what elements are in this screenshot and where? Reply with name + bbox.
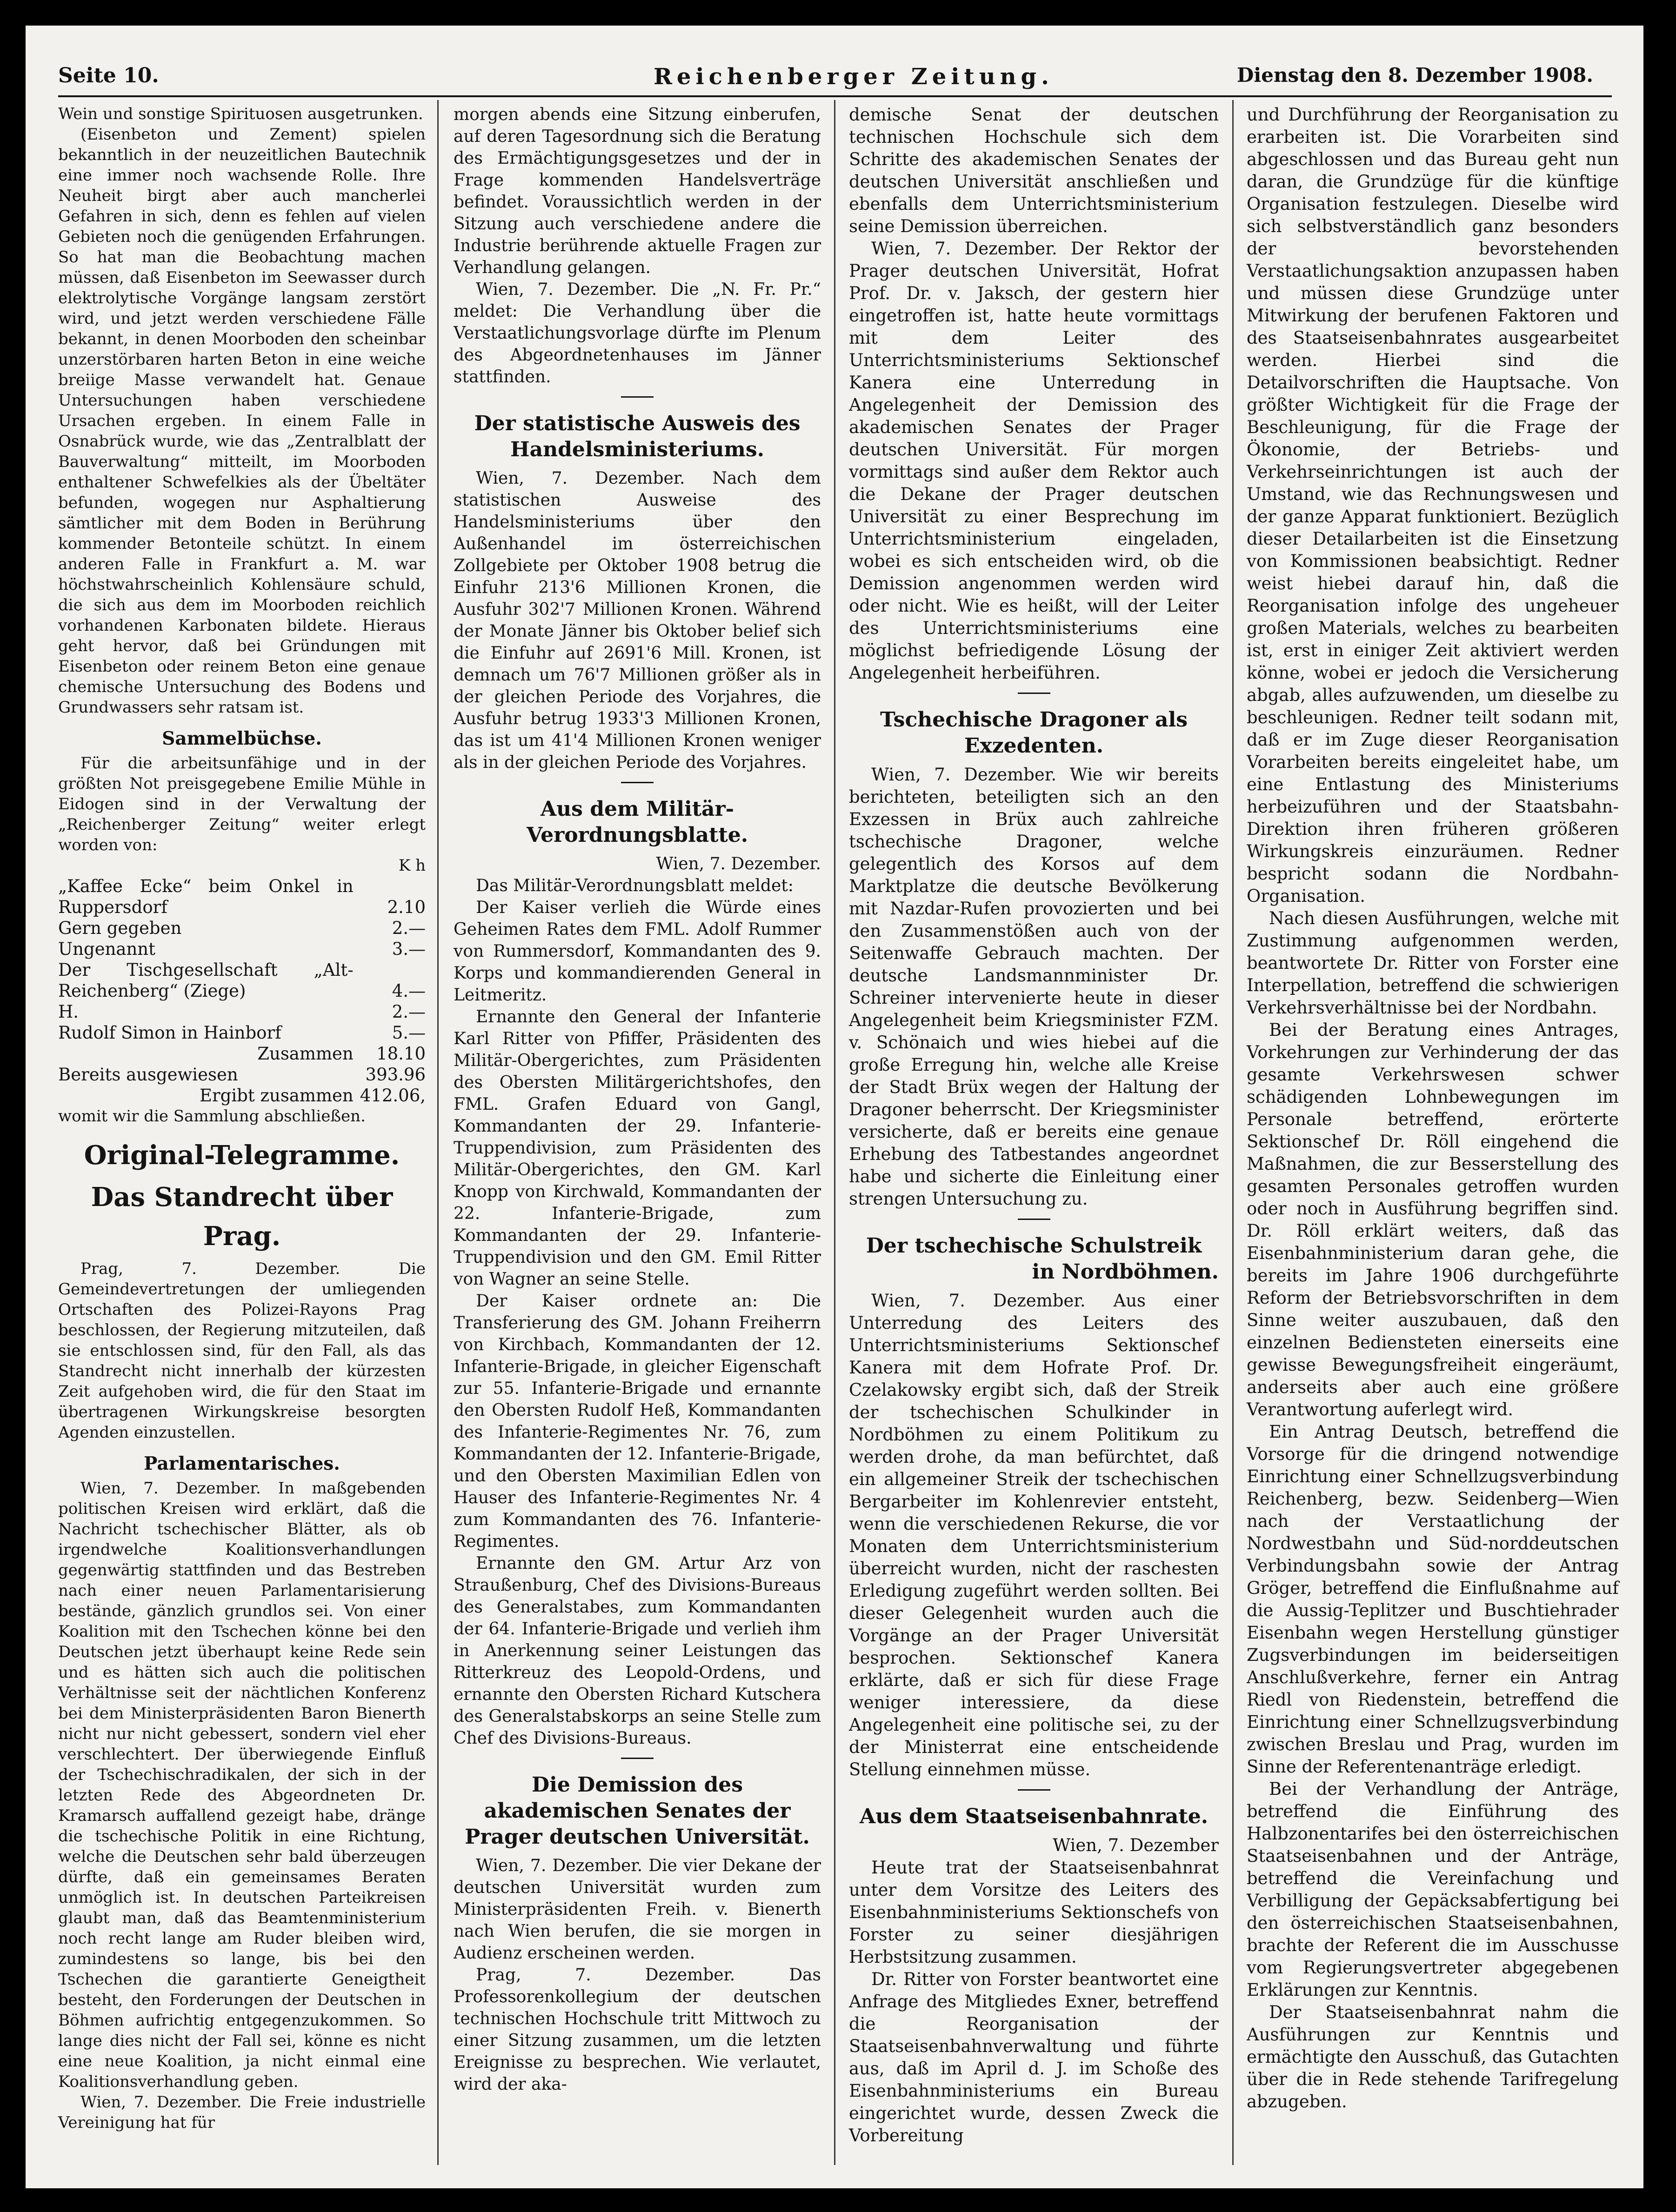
article-text: Wien, 7. Dezember. In maßgebenden politischen Kreisen wird erklärt, daß die Nachricht tschechischer Blätter, als ob irgendwelche Koalitionsverhandlungen gegenwärtig stattfinden und das Bestreben nach einer neuen Parlamentarisierung bestände, gänzlich grundlos sei. Von einer Koalition mit den Tschechen könne bei den Deutschen jetzt überhaupt keine Rede sein und es hätten sich auch die politischen Verhältnisse seit der nächtlichen Konferenz bei dem Ministerpräsidenten Baron Bienerth nicht nur nicht gebessert, sondern viel eher verschlechtert. Der überwiegende Einfluß der Tschechischradikalen, der sich in der letzten Rede des Abgeordneten Dr. Kramarsch auffallend gezeigt habe, dränge die tschechische Politik in eine Richtung, welche die Deutschen sehr bald überzeugen dürfte, daß ein gemeinsames Beraten unmöglich ist. In deutschen Parteikreisen glaubt man, daß das Beamtenministerium noch recht lange am Ruder bleiben wird, zumindestens so lange, bis bei den Tschechen die garantierte Geneigtheit besteht, den Forderungen der Deutschen in Böhmen aufrichtig entgegenzukommen. So lange dies nicht der Fall sei, könne es nicht eine neue Koalition, ja nicht einmal eine Koalitionsverhandlung geben. xyxy=(58,1479,426,2091)
article-text: Wien, 7. Dezember. Der Rektor der Prager deutschen Universität, Hofrat Prof. Dr. v. Jaksch, der gestern hier eingetroffen ist, hatte heute vormittags mit dem Leiter des Unterrichtsministeriums Sektionschef Kanera eine Unterredung in Angelegenheit der Demission des akademischen Senates der Prager deutschen Universität. Für morgen vormittags sind außer dem Rektor auch die Dekane der Prager deutschen Universität zu einer Besprechung im Unterrichtsministerium eingeladen, wobei es sich entscheiden wird, ob die Demission angenommen werden wird oder nicht. Wie es heißt, will der Leiter des Unterrichtsministeriums eine möglichst befriedigende Lösung der Angelegenheit herbeiführen. xyxy=(849,239,1219,683)
article-text: Wien, 7. Dezember. Wie wir bereits berichteten, beteiligten sich an den Exzessen in Brüx auch zahlreiche tschechische Dragoner, welche gelegentlich des Korsos auf dem Marktplatze die deutsche Bevölkerung mit Nazdar-Rufen provozierten und bei den Zusammenstößen auch von der Seitenwaffe Gebrauch machten. Der deutsche Landsmannminister Dr. Schreiner intervenierte heute in dieser Angelegenheit beim Kriegsminister FZM. v. Schönaich und wies hiebei auf die große Erregung hin, welche alle Kreise der Stadt Brüx wegen der Haltung der Dragoner beherrscht. Der Kriegsminister versicherte, daß er bereits eine genaue Erhebung des Tatbestandes angeordnet habe und sicherte die Einleitung einer strengen Untersuchung zu. xyxy=(849,765,1219,1209)
article-text: Wien, 7. Dezember. Nach dem statistischen Ausweise des Handelsministeriums über den Außenhandel im österreichischen Zollgebiete per Oktober 1908 betrug die Einfuhr 213'6 Millionen Kronen, die Ausfuhr 302'7 Millionen Kronen. Während der Monate Jänner bis Oktober belief sich die Einfuhr auf 2691'6 Mill. Kronen, ist demnach um 76'7 Millionen größer als in der gleichen Periode des Vorjahres, die Ausfuhr betrug 1933'3 Millionen Kronen, das ist um 41'4 Millionen Kronen weniger als in der gleichen Periode des Vorjahres. xyxy=(454,469,821,772)
dateline: Wien, 7. Dezember xyxy=(1053,1835,1219,1855)
article-text: Für die arbeitsunfähige und in der größten Not preisgegebene Emilie Mühle in Eidogen sind in der Verwaltung der „Reichenberger Zeitung“ weiter erlegt worden von: xyxy=(58,754,426,854)
article-separator xyxy=(1018,1789,1050,1791)
column-4 xyxy=(1247,104,1619,2113)
section-heading: Sammelbüchse. xyxy=(162,728,322,749)
header-rule xyxy=(58,95,1612,97)
article-separator xyxy=(1018,693,1050,694)
newspaper-page xyxy=(26,26,1643,2188)
column-2 xyxy=(454,104,821,2095)
grand-total-row: Ergibt zusammen 412.06, xyxy=(199,1086,426,1106)
article-text: und Durchführung der Reorganisation zu erarbeiten ist. Die Vorarbeiten sind abgeschlossen und das Bureau geht nun daran, die Grundzüge für die künftige Organisation festzulegen. Dieselbe wird sich selbstverständlich ganz besonders der bevorstehenden Verstaatlichungsaktion anzupassen haben und müssen diese Grundzüge unter Mitwirkung der berufenen Faktoren und des Staatseisenbahnrates ausgearbeitet werden. Hierbei sind die Detailvorschriften die Hauptsache. Von größter Wichtigkeit für die Frage der Beschleunigung, für die Frage der Ökonomie, der Betriebs- und Verkehrseinrichtungen ist auch der Umstand, wie das Rechnungswesen und der ganze Apparat funktioniert. Bezüglich dieser Detailarbeiten ist die Einsetzung von Kommissionen beabsichtigt. Redner weist hiebei darauf hin, daß die Reorganisation infolge des ungeheuer großen Materials, welches zu bearbeiten ist, erst in einiger Zeit aktiviert werden könne, wobei er jedoch die Versicherung abgab, alles aufzuwenden, um dieselbe zu beschleunigen. Redner teilt sodann mit, daß er im Zuge dieser Reorganisation Vorarbeiten bereits eingeleitet habe, um eine Entlastung des Ministeriums herbeizuführen und der Staatsbahn-Direktion ihren früheren größeren Wirkungskreis einzuräumen. Redner bespricht sodann die Nordbahn-Organisation. xyxy=(1247,105,1619,906)
column-rule xyxy=(834,100,835,2165)
article-headline: Das Standrecht über Prag. xyxy=(91,1182,393,1252)
donation-row: Rudolf Simon in Hainborf 5.— xyxy=(58,1023,426,1043)
total-row: Zusammen 18.10 xyxy=(257,1044,426,1064)
article-text: Wien, 7. Dezember. Aus einer Unterredung des Leiters des Unterrichtsministeriums Sektionschef Kanera mit dem Hofrate Prof. Dr. Czelakowsky ergibt sich, daß der Streik der tschechischen Schulkinder in Nordböhmen zu einem Politikum zu werden drohe, da man befürchtet, daß ein allgemeiner Streik der tschechischen Bergarbeiter im Kohlenrevier entsteht, wenn die verschiedenen Rekurse, die vor Monaten dem Unterrichtsministerium überreicht wurden, nicht der raschesten Erledigung zugeführt werden sollten. Bei dieser Gelegenheit wurden auch die Vorgänge an der Prager Universität besprochen. Sektionschef Kanera erklärte, daß er sich für diese Frage weniger interessiere, da diese Angelegenheit eine politische sei, zu der der Ministerrat eine entscheidende Stellung einnehmen müsse. xyxy=(849,1291,1219,1779)
article-text: Der Kaiser verlieh die Würde eines Geheimen Rates dem FML. Adolf Rummer von Rummersdorf, Kommandanten des 9. Korps und kommandierenden General in Leitmeritz. xyxy=(454,898,821,1005)
article-text: Wien, 7. Dezember. Die Freie industrielle Vereinigung hat für xyxy=(58,2093,426,2132)
article-text: Ernannte den General der Infanterie Karl Ritter von Pfiffer, Präsidenten des Militär-Obergerichtes, zum Präsidenten des Obersten Militärgerichtshofes, den FML. Grafen Eduard von Gangl, Kommandanten der 29. Infanterie-Truppendivision, zum Präsidenten des Militär-Obergerichtes, den GM. Karl Knopp von Kirchwald, Kommandanten der 22. Infanterie-Brigade, zum Kommandanten der 29. Infanterie-Truppendivision und den GM. Emil Ritter von Wagner an seine Stelle. xyxy=(454,1007,821,1289)
donation-row: Der Tischgesellschaft „Alt-Reichenberg“ (Ziege) 4.— xyxy=(58,960,426,1001)
article-text: Der Kaiser ordnete an: Die Transferierung des GM. Johann Freiherrn von Kirchbach, Kommandanten der 12. Infanterie-Brigade, in gleicher Eigenschaft zur 55. Infanterie-Brigade und ernannte den Obersten Rudolf Heß, Kommandanten des Infanterie-Regimentes Nr. 76, zum Kommandanten der 12. Infanterie-Brigade, und den Obersten Maximilian Edlen von Hauser des Infanterie-Regimentes Nr. 4 zum Kommandanten des 76. Infanterie-Regimentes. xyxy=(454,1292,821,1551)
article-text: Bei der Verhandlung der Anträge, betreffend die Einführung des Halbzonentarifes bei den österreichischen Staatseisenbahnen und der Anträge, betreffend die Vereinfachung und Verbilligung der Gepäcksabfertigung bei den österreichischen Staatseisenbahnen, brachte der Referent die im Ausschusse vom Regierungsvertreter abgegebenen Erklärungen zur Kenntnis. xyxy=(1247,1779,1619,2000)
column-3 xyxy=(849,104,1219,2147)
dateline: Wien, 7. Dezember. xyxy=(656,854,821,873)
previous-total-row: Bereits ausgewiesen 393.96 xyxy=(58,1065,426,1085)
currency-header: K h xyxy=(398,856,426,875)
article-text: Prag, 7. Dezember. Das Professorenkollegium der deutschen technischen Hochschule tritt Mittwoch zu einer Sitzung zusammen, um die letzten Ereignisse zu besprechen. Wie verlautet, wird der aka- xyxy=(454,1965,821,2094)
article-text: Das Militär-Verordnungsblatt meldet: xyxy=(476,876,794,895)
article-headline: Parlamentarisches. xyxy=(144,1453,340,1474)
article-text: demische Senat der deutschen technischen Hochschule sich dem Schritte des akademischen Senates der deutschen Universität anschließen und ebenfalls dem Unterrichtsministerium seine Demission überreichen. xyxy=(849,105,1219,236)
article-headline-cont: in Nordböhmen. xyxy=(1032,1260,1219,1284)
article-headline: Tschechische Dragoner als Exzedenten. xyxy=(880,708,1188,758)
donation-row: Ungenannt 3.— xyxy=(58,939,426,959)
article-headline: Die Demission des akademischen Senates der Prager deutschen Universität. xyxy=(465,1773,810,1849)
article-separator xyxy=(621,782,654,783)
article-text: Der Staatseisenbahnrat nahm die Ausführungen zur Kenntnis und ermächtigte den Ausschuß, das Gutachten über die in Rede stehende Tarifregelung abzugeben. xyxy=(1247,2002,1619,2112)
article-text: Ernannte den GM. Artur Arz von Straußenburg, Chef des Divisions-Bureaus des Generalstabes, zum Kommandanten der 64. Infanterie-Brigade und verlieh ihm in Anerkennung seiner Leistungen das Ritterkreuz des Leopold-Ordens, und ernannte den Obersten Richard Kutschera des Generalstabskorps an seine Stelle zum Chef des Divisions-Bureaus. xyxy=(454,1554,821,1748)
article-headline: Aus dem Militär-Verordnungsblatte. xyxy=(526,797,748,847)
newspaper-title: Reichenberger Zeitung. xyxy=(654,64,1054,90)
article-text: Bei der Beratung eines Antrages, Vorkehrungen zur Verhinderung der das gesamte Verkehrswesen schwer schädigenden Lohnbewegungen im Personale betreffend, erörterte Sektionschef Dr. Röll eingehend die Maßnahmen, die zur Besserstellung des gesamten Personales getroffen wurden oder noch in Ausführung begriffen sind. Dr. Röll erklärt weiters, daß das Eisenbahnministerium daran gehe, die bereits im Jahre 1906 durchgeführte Reform der Betriebsvorschriften in dem Sinne weiter auszubauen, daß den einzelnen Bediensteten einerseits eine gewisse Bewegungsfreiheit eingeräumt, anderseits aber auch eine größere Verantwortung auferlegt wird. xyxy=(1247,1020,1619,1419)
donation-list xyxy=(58,876,426,1106)
article-text: Wien, 7. Dezember. Die vier Dekane der deutschen Universität wurden zum Ministerpräsidenten Freih. v. Bienerth nach Wien berufen, die sie morgen in Audienz erscheinen werden. xyxy=(454,1856,821,1963)
article-text: morgen abends eine Sitzung einberufen, auf deren Tagesordnung sich die Beratung des Ermächtigungsgesetzes und der in Frage kommenden Handelsverträge befindet. Voraussichtlich werden in der Sitzung auch verschiedene andere die Industrie berührende aktuelle Fragen zur Verhandlung gelangen. xyxy=(454,105,821,277)
article-text: Dr. Ritter von Forster beantwortet eine Anfrage des Mitgliedes Exner, betreffend die Reorganisation der Staatseisenbahnverwaltung und führte aus, daß im April d. J. im Schoße des Eisenbahnministeriums ein Bureau eingerichtet wurde, dessen Zweck die Vorbereitung xyxy=(849,1969,1219,2145)
article-text: (Eisenbeton und Zement) spielen bekanntlich in der neuzeitlichen Bautechnik eine immer noch wachsende Rolle. Ihre Neuheit birgt aber auch mancherlei Gefahren in sich, denn es fehlen auf vielen Gebieten noch die genügenden Erfahrungen. So hat man die Beobachtung machen müssen, daß Eisenbeton im Seewasser durch elektrolytische Vorgänge langsam zerstört wird, und jetzt werden verschiedene Fälle bekannt, in denen Moorboden den scheinbar unzerstörbaren harten Beton in eine weiche breiige Masse verwandelt hat. Genaue Untersuchungen haben verschiedene Ursachen ergeben. In einem Falle in Osnabrück wurde, wie das „Zentralblatt der Bauverwaltung“ mitteilt, im Moorboden enthaltener Schwefelkies als der Übeltäter befunden, wogegen nur Asphaltierung sämtlicher mit dem Boden in Berührung kommender Betonteile schützt. In einem anderen Falle in Frankfurt a. M. war höchstwahrscheinlich Kohlensäure schuld, die sich aus dem im Moorboden reichlich vorhandenen Karbonaten bildete. Hieraus geht hervor, daß bei Gründungen mit Eisenbeton oder reinem Beton eine genaue chemische Untersuchung des Bodens und Grundwassers sehr ratsam ist. xyxy=(58,125,426,717)
column-rule xyxy=(437,100,439,2165)
article-text: Ein Antrag Deutsch, betreffend die Vorsorge für die dringend notwendige Einrichtung einer Schnellzugsverbindung Reichenberg, bezw. Seidenberg—Wien nach der Verstaatlichung der Nordwestbahn und Süd-norddeutschen Verbindungsbahn sowie der Antrag Gröger, betreffend die Einflußnahme auf die Aussig-Teplitzer und Buschtiehrader Eisenbahn wegen Herstellung günstiger Zugsverbindungen im beiderseitigen Anschlußverkehre, ferner ein Antrag Riedl von Riedenstein, betreffend die Einrichtung einer Schnellzugsverbindung zwischen Breslau und Prag, wurden im Sinne der Referentenanträge erledigt. xyxy=(1247,1422,1619,1777)
page-number: Seite 10. xyxy=(58,64,159,87)
article-text: Wein und sonstige Spirituosen ausgetrunken. xyxy=(58,105,423,123)
issue-date: Dienstag den 8. Dezember 1908. xyxy=(1236,64,1593,87)
article-separator xyxy=(621,1758,654,1759)
article-headline: Aus dem Staatseisenbahnrate. xyxy=(859,1805,1209,1828)
donation-row: „Kaffee Ecke“ beim Onkel in Ruppersdorf 2.10 xyxy=(58,876,426,917)
article-headline: Der tschechische Schulstreik xyxy=(866,1234,1202,1258)
column-1 xyxy=(58,104,426,2133)
section-title: Original-Telegramme. xyxy=(84,1140,400,1171)
article-headline: Der statistische Ausweis des Handelsministeriums. xyxy=(474,412,801,461)
article-text: womit wir die Sammlung abschließen. xyxy=(58,1107,366,1126)
donation-row: H. 2.— xyxy=(58,1002,426,1022)
donation-row: Gern gegeben 2.— xyxy=(58,918,426,938)
article-separator xyxy=(621,396,654,398)
article-separator xyxy=(1018,1219,1050,1220)
article-text: Heute trat der Staatseisenbahnrat unter dem Vorsitze des Leiters des Eisenbahnministeriums Sektionschefs von Forster zu seiner diesjährigen Herbstsitzung zusammen. xyxy=(849,1858,1219,1967)
column-rule xyxy=(1232,100,1234,2165)
article-text: Prag, 7. Dezember. Die Gemeindevertretungen der umliegenden Ortschaften des Polizei-Rayons Prag beschlossen, der Regierung mitzuteilen, daß sie entschlossen sind, für den Fall, als das Standrecht nicht innerhalb der kürzesten Zeit aufgehoben wird, die für den Staat im übertragenen Wirkungskreise besorgten Agenden einzustellen. xyxy=(58,1259,426,1442)
article-text: Wien, 7. Dezember. Die „N. Fr. Pr.“ meldet: Die Verhandlung über die Verstaatlichungsvorlage dürfte im Plenum des Abgeordnetenhauses im Jänner stattfinden. xyxy=(454,280,821,386)
article-text: Nach diesen Ausführungen, welche mit Zustimmung aufgenommen werden, beantwortete Dr. Ritter von Forster eine Interpellation, betreffend die schwierigen Verkehrsverhältnisse bei der Nordbahn. xyxy=(1247,908,1619,1018)
